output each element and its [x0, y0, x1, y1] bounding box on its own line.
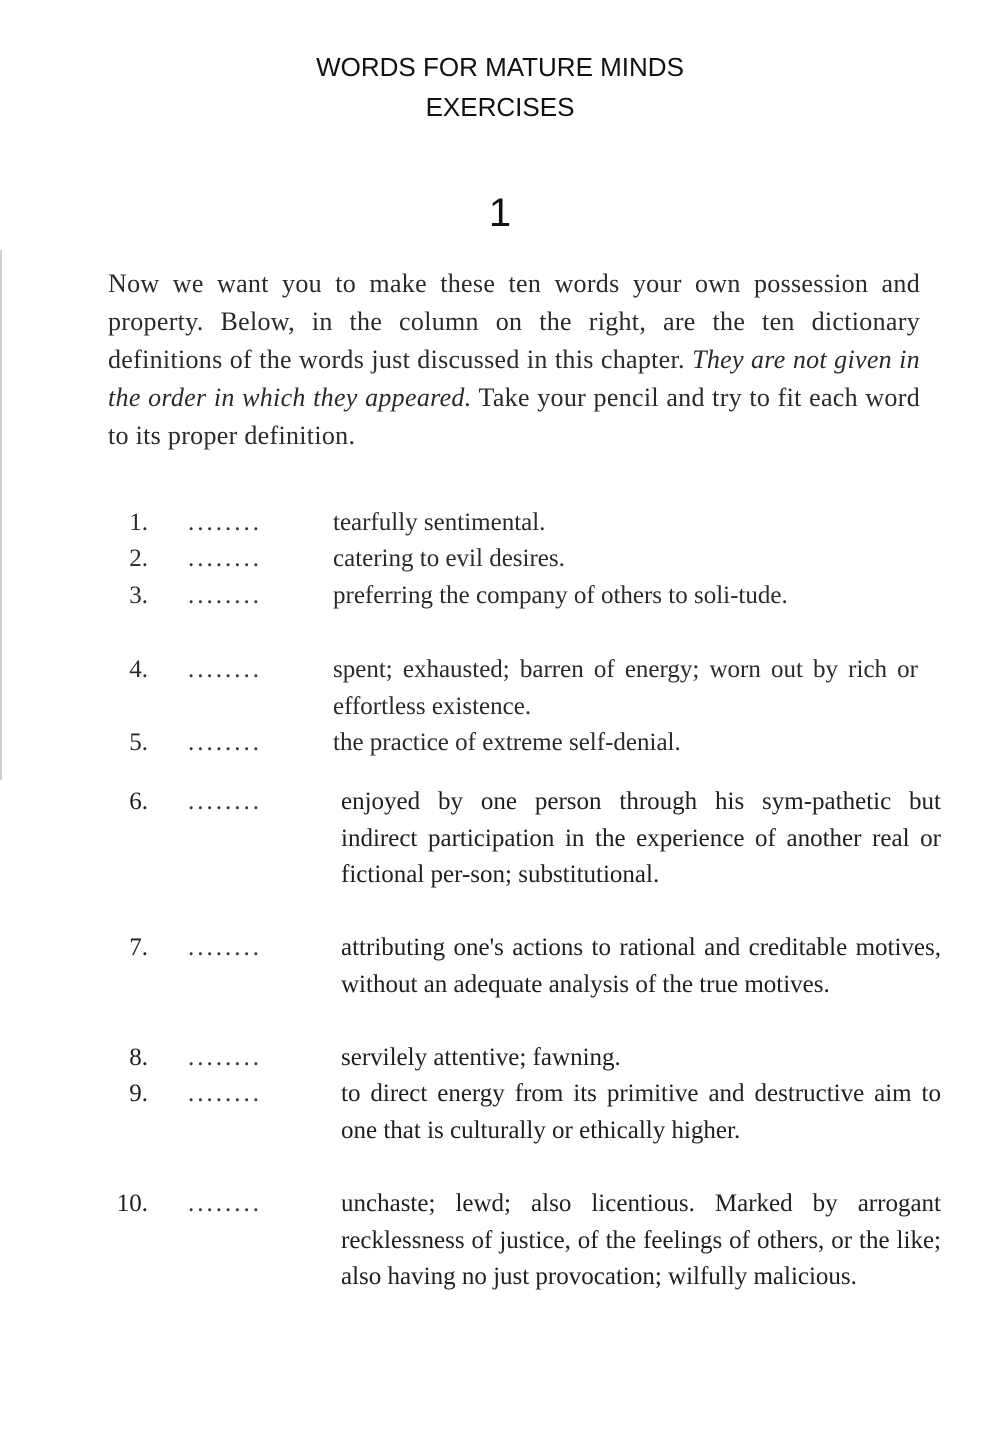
- definition-text: enjoyed by one person through his sym-pathetic but indirect participation in the experience of another real or fictional per-son; substitutional.: [341, 788, 941, 888]
- scanned-exercise-page: [0, 240, 1000, 1360]
- instructions-paragraph: [108, 265, 920, 455]
- definition-text: the practice of extreme self-denial.: [333, 729, 681, 756]
- page-number: 1: [488, 191, 512, 235]
- item-number: 3.: [129, 582, 148, 609]
- scan-edge-line: [0, 250, 2, 780]
- definition-text: spent; exhausted; barren of energy; worn out by rich or effortless existence.: [333, 656, 918, 720]
- answer-blank[interactable]: ........: [188, 1190, 262, 1217]
- item-number: 9.: [129, 1080, 148, 1107]
- answer-blank[interactable]: ........: [188, 1044, 262, 1071]
- item-number: 1.: [129, 509, 148, 536]
- answer-blank[interactable]: ........: [188, 545, 262, 572]
- instructions-text: Now we want you to make these ten words your own possession and property. Below, in the column on the right, are the ten dictionary definitions of the words just discussed in this chapter.: [108, 269, 920, 374]
- definition-text: tearfully sentimental.: [333, 509, 546, 536]
- page-title: WORDS FOR MATURE MINDS: [316, 52, 684, 82]
- instructions-italic-note: They are not given in the order in which they appeared.: [108, 345, 920, 412]
- definition-text: servilely attentive; fawning.: [341, 1044, 621, 1071]
- definition-text: attributing one's actions to rational and creditable motives, without an adequate analysis of the true motives.: [341, 934, 941, 998]
- answer-blank[interactable]: ........: [188, 582, 262, 609]
- item-number: 4.: [129, 656, 148, 683]
- definition-text: catering to evil desires.: [333, 545, 565, 572]
- instructions-text-end: Take your pencil and try to fit each word to its proper definition.: [108, 383, 920, 450]
- answer-blank[interactable]: ........: [188, 729, 262, 756]
- definition-text: to direct energy from its primitive and destructive aim to one that is culturally or ethically higher.: [341, 1080, 941, 1144]
- page-subtitle: EXERCISES: [425, 92, 575, 122]
- item-number: 7.: [129, 934, 148, 961]
- item-number: 8.: [129, 1044, 148, 1071]
- item-number: 10.: [116, 1190, 148, 1217]
- definition-text: preferring the company of others to soli-tude.: [333, 582, 788, 609]
- answer-blank[interactable]: ........: [188, 509, 262, 536]
- answer-blank[interactable]: ........: [188, 1080, 262, 1107]
- answer-blank[interactable]: ........: [188, 934, 262, 961]
- item-number: 5.: [129, 729, 148, 756]
- definition-text: unchaste; lewd; also licentious. Marked by arrogant recklessness of justice, of the feelings of others, or the like; also having no just provocation; wilfully malicious.: [341, 1190, 941, 1290]
- answer-blank[interactable]: ........: [188, 788, 262, 815]
- item-number: 2.: [129, 545, 148, 572]
- answer-blank[interactable]: ........: [188, 656, 262, 683]
- item-number: 6.: [129, 788, 148, 815]
